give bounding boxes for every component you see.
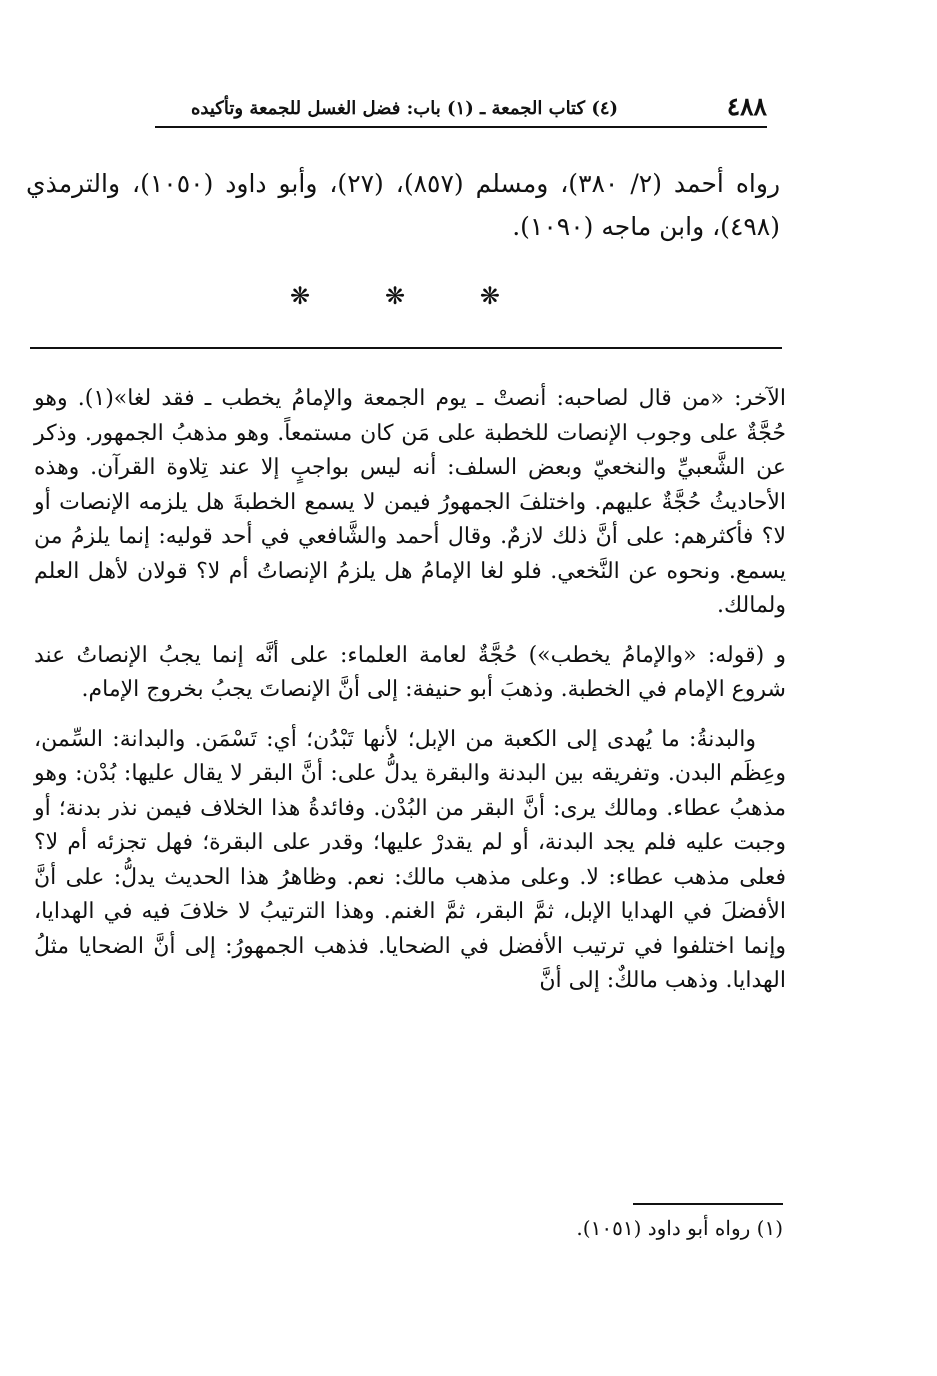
separator-star-icon: ❋ [384, 282, 406, 310]
commentary-paragraph: الآخر: «من قال لصاحبه: أنصتْ ـ يوم الجمعة والإمامُ يخطب ـ فقد لغا»(١). وهو حُجَّةٌ على وجوب الإنصات للخطبة على مَن كان مستمعاً. وهو مذهبُ الجمهور. وذكر عن الشَّعبيِّ والنخعيّ وبعض السلف: أنه ليس بواجبٍ إلا عند تِلاوة القرآن. وهذه الأحاديثُ حُجَّةٌ عليهم. واختلفَ الجمهورُ فيمن لا يسمع الخطبةَ هل يلزمه الإنصات أو لا؟ فأكثرهم: على أنَّ ذلك لازمٌ. وقال أحمد والشَّافعي في أحد قوليه: إنما يلزمُ من يسمع. ونحوه عن النَّخعي. فلو لغا الإمامُ هل يلزمُ الإنصاتُ أم لا؟ قولان لأهل العلم ولمالك. [34, 386, 786, 618]
running-title: (٤) كتاب الجمعة ـ (١) باب: فضل الغسل للجمعة وتأكيده [191, 98, 619, 119]
separator-star-icon: ❋ [290, 282, 311, 310]
hadith-source-text: رواه أحمد (٢/ ٣٨٠)، ومسلم (٨٥٧)، (٢٧)، وأبو داود (١٠٥٠)، والترمذي (٤٩٨)، وابن ماجه (١٠٩٠). [26, 169, 781, 241]
page-header [155, 92, 767, 128]
separator-star-icon: ❋ [479, 282, 500, 310]
section-divider [30, 347, 782, 349]
commentary-body [34, 382, 786, 1014]
commentary-paragraph: والبدنةُ: ما يُهدى إلى الكعبة من الإبل؛ لأنها تَبْدُن؛ أي: تَسْمَن. والبدانة: السِّمن، وعِظَم البدن. وتفريقه بين البدنة والبقرة يدلُّ على: أنَّ البقر لا يقال عليها: بُدْن: وهو مذهبُ عطاء. ومالك يرى: أنَّ البقر من البُدْن. وفائدةُ هذا الخلاف فيمن نذر بدنة؛ أو وجبت عليه فلم يجد البدنة، أو لم يقدرْ عليها؛ وقدر على البقرة؛ فهل تجزئه أم لا؟ فعلى مذهب عطاء: لا. وعلى مذهب مالك: نعم. وظاهرُ هذا الحديث يدلُّ: على أنَّ الأفضلَ في الهدايا الإبل، ثمَّ البقر، ثمَّ الغنم. وهذا الترتيبُ لا خلافَ فيه في الهدايا، وإنما اختلفوا في ترتيب الأفضل في الضحايا. فذهب الجمهورُ: إلى أنَّ الضحايا مثلُ الهدايا. وذهب مالكٌ: إلى أنَّ [34, 726, 786, 993]
footnote-divider [633, 1203, 783, 1205]
page-number: ٤٨٨ [726, 92, 767, 121]
commentary-paragraph: و (قوله: «والإمامُ يخطب») حُجَّةٌ لعامة العلماء: على أنَّه إنما يجبُ الإنصاتُ عند شروع الإمام في الخطبة. وذهبَ أبو حنيفة: إلى أنَّ الإنصاتَ يجبُ بخروج الإمام. [34, 642, 786, 702]
section-separator [290, 282, 500, 310]
footnote: (١) رواه أبو داود (١٠٥١). [576, 1216, 783, 1240]
